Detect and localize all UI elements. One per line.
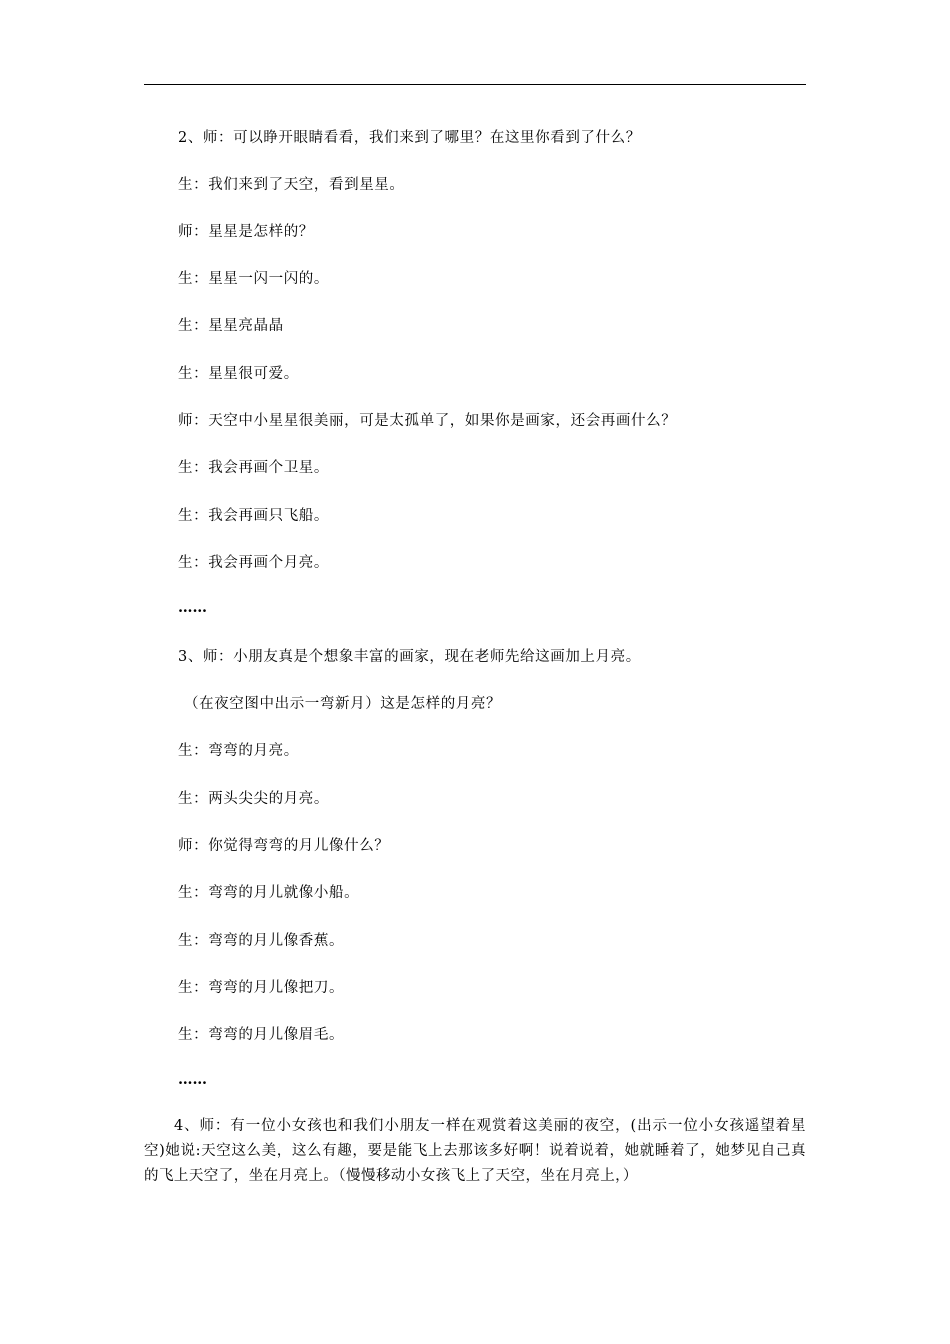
ellipsis: …… — [178, 1071, 207, 1088]
dialogue-line: 生：我会再画个月亮。 — [178, 555, 329, 571]
dialogue-line: 生：弯弯的月亮。 — [178, 743, 299, 759]
dialogue-line: 生：弯弯的月儿像把刀。 — [178, 980, 345, 996]
dialogue-line: 师：天空中小星星很美丽，可是太孤单了，如果你是画家，还会再画什么？ — [178, 413, 677, 429]
dialogue-line: 3、师：小朋友真是个想象丰富的画家，现在老师先给这画加上月亮。 — [178, 649, 641, 665]
final-paragraph: 4、师：有一位小女孩也和我们小朋友一样在观赏着这美丽的夜空，(出示一位小女孩遥望着星空)她说:天空这么美，这么有趣，要是能飞上去那该多好啊！说着说着，她就睡着了，她梦见自己真的飞上天空了，坐在月亮上。（慢慢移动小女孩飞上了天空，坐在月亮上，） — [144, 1118, 806, 1184]
dialogue-line: 师：你觉得弯弯的月儿像什么？ — [178, 838, 390, 854]
dialogue-line: 生：我会再画个卫星。 — [178, 460, 329, 476]
dialogue-line: 生：弯弯的月儿像香蕉。 — [178, 933, 345, 949]
dialogue-line: 生：弯弯的月儿像眉毛。 — [178, 1027, 345, 1043]
dialogue-line: 生：我会再画只飞船。 — [178, 508, 329, 524]
dialogue-line: 生：弯弯的月儿就像小船。 — [178, 885, 360, 901]
dialogue-line: 生：星星一闪一闪的。 — [178, 271, 329, 287]
header-rule — [144, 84, 806, 85]
dialogue-line: 生：星星亮晶晶 — [178, 318, 284, 334]
dialogue-line: 师：星星是怎样的？ — [178, 224, 314, 240]
dialogue-line: 生：星星很可爱。 — [178, 366, 299, 382]
dialogue-line: 2、师：可以睁开眼睛看看，我们来到了哪里？在这里你看到了什么？ — [178, 130, 641, 146]
dialogue-line: （在夜空图中出示一弯新月）这是怎样的月亮？ — [184, 696, 502, 712]
dialogue-line: 生：我们来到了天空，看到星星。 — [178, 177, 405, 193]
dialogue-line: 生：两头尖尖的月亮。 — [178, 791, 329, 807]
ellipsis: …… — [178, 599, 207, 616]
